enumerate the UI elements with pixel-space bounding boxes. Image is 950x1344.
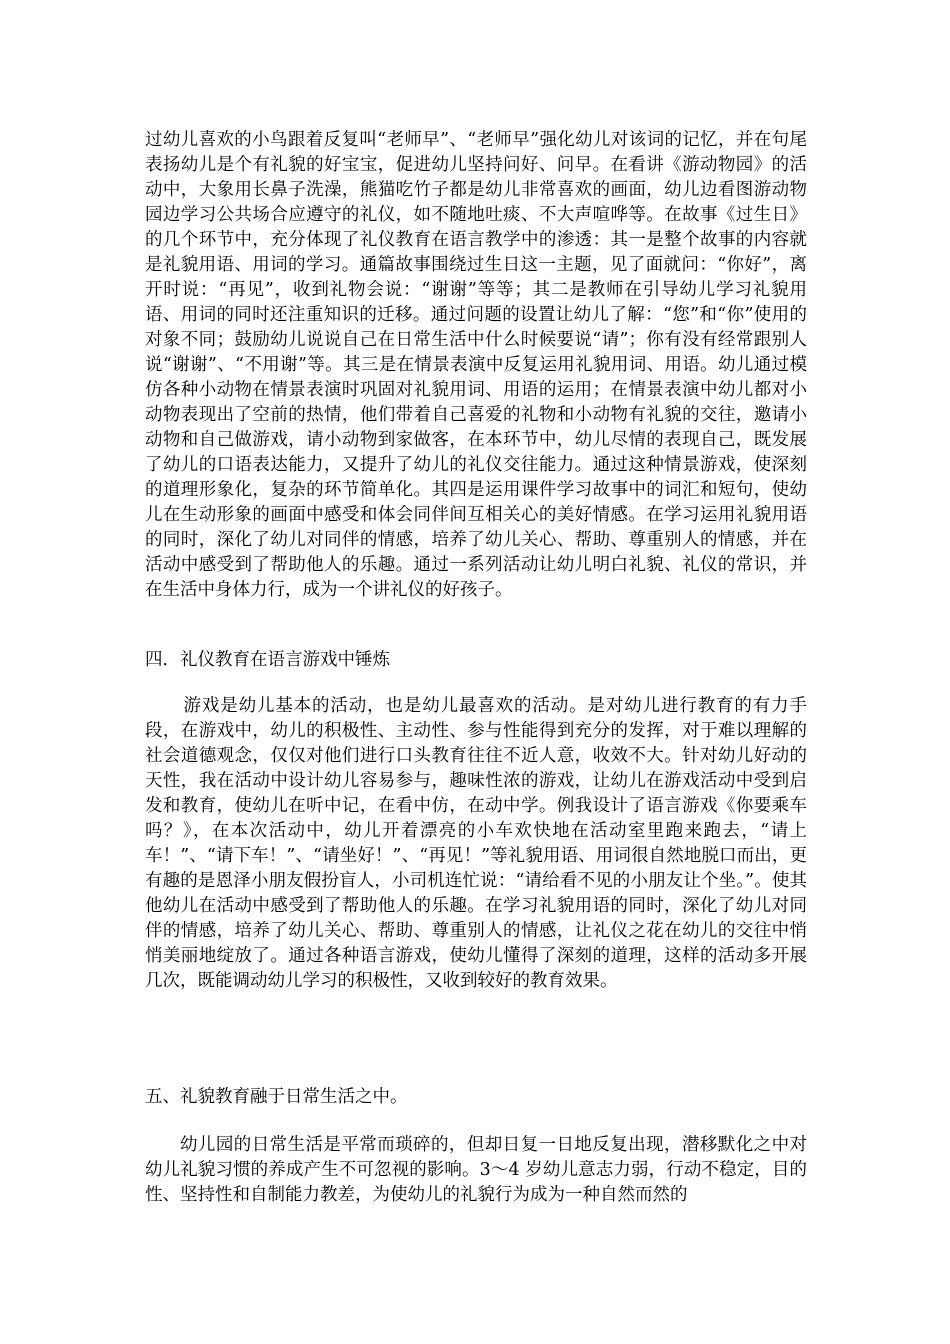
section-heading-language-games: 四．礼仪教育在语言游戏中锤炼 (145, 650, 390, 670)
body-paragraph-language-games: 游戏是幼儿基本的活动，也是幼儿最喜欢的活动。是对幼儿进行教育的有力手段，在游戏中，幼儿的积极性、主动性、参与性能得到充分的发挥，对于难以理解的社会道德观念，仅仅对他们进行口头教育往往不近人意，收效不大。针对幼儿好动的天性，我在活动中设计幼儿容易参与，趣味性浓的游戏，让幼儿在游戏活动中受到启发和教育，使幼儿在听中记，在看中仿，在动中学。例我设计了语言游戏《你要乘车吗？》，在本次活动中，幼儿开着漂亮的小车欢快地在活动室里跑来跑去，“请上车！”、“请下车！”、“请坐好！”、“再见！”等礼貌用语、用词很自然地脱口而出，更有趣的是恩泽小朋友假扮盲人，小司机连忙说：“请给看不见的小朋友让个坐。”。使其他幼儿在活动中感受到了帮助他人的乐趣。在学习礼貌用语的同时，深化了幼儿对同伴的情感，培养了幼儿关心、帮助、尊重别人的情感，让礼仪之花在幼儿的交往中悄悄美丽地绽放了。通过各种语言游戏，使幼儿懂得了深刻的道理，这样的活动多开展几次，既能调动幼儿学习的积极性，又收到较好的教育效果。 (145, 696, 807, 991)
body-paragraph-daily-life: 幼儿园的日常生活是平常而琐碎的，但却日复一日地反复出现，潜移默化之中对幼儿礼貌习惯的养成产生不可忽视的影响。3～4 岁幼儿意志力弱，行动不稳定，目的性、坚持性和自制能力教差，为使幼儿的礼貌行为成为一种自然而然的 (145, 1135, 807, 1205)
body-paragraph-story-etiquette: 过幼儿喜欢的小鸟跟着反复叫“老师早”、“老师早”强化幼儿对该词的记忆，并在句尾表扬幼儿是个有礼貌的好宝宝，促进幼儿坚持问好、问早。在看讲《游动物园》的活动中，大象用长鼻子洗澡，熊猫吃竹子都是幼儿非常喜欢的画面，幼儿边看图游动物园边学习公共场合应遵守的礼仪，如不随地吐痰、不大声喧哗等。在故事《过生日》的几个环节中，充分体现了礼仪教育在语言教学中的渗透：其一是整个故事的内容就是礼貌用语、用词的学习。通篇故事围绕过生日这一主题，见了面就问：“你好”，离开时说：“再见”，收到礼物会说：“谢谢”等等；其二是教师在引导幼儿学习礼貌用语、用词的同时还注重知识的迁移。通过问题的设置让幼儿了解：“您”和“你”使用的对象不同；鼓励幼儿说说自己在日常生活中什么时候要说“请”；你有没有经常跟别人说“谢谢”、“不用谢”等。其三是在情景表演中反复运用礼貌用词、用语。幼儿通过模仿各种小动物在情景表演时巩固对礼貌用词、用语的运用；在情景表演中幼儿都对小动物表现出了空前的热情，他们带着自己喜爱的礼物和小动物有礼貌的交往，邀请小动物和自己做游戏，请小动物到家做客，在本环节中，幼儿尽情的表现自己，既发展了幼儿的口语表达能力，又提升了幼儿的礼仪交往能力。通过这种情景游戏，使深刻的道理形象化，复杂的环节简单化。其四是运用课件学习故事中的词汇和短句，使幼儿在生动形象的画面中感受和体会同伴间互相关心的美好情感。在学习运用礼貌用语的同时，深化了幼儿对同伴的情感，培养了幼儿关心、帮助、尊重别人的情感，并在活动中感受到了帮助他人的乐趣。通过一系列活动让幼儿明白礼貌、礼仪的常识，并在生活中身体力行，成为一个讲礼仪的好孩子。 (145, 130, 807, 600)
section-heading-daily-life: 五、礼貌教育融于日常生活之中。 (145, 1087, 408, 1107)
